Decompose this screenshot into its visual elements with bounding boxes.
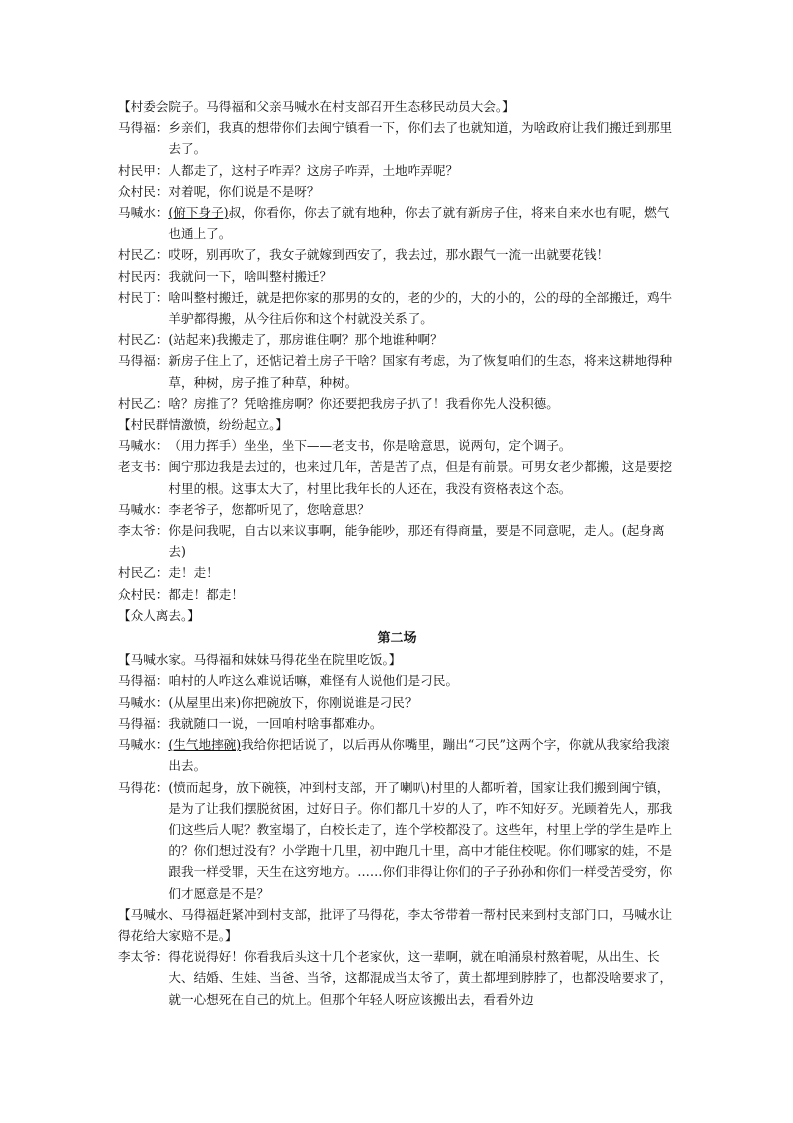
dialogue-line xyxy=(118,393,676,414)
speaker-name: 老支书： xyxy=(118,459,169,475)
stage-direction: 【村民群情激愤，纷纷起立。】 xyxy=(118,417,289,433)
speaker-name: 马喊水： xyxy=(118,501,169,517)
dialogue-text xyxy=(168,562,676,583)
line-body: (从屋里出来)你把碗放下，你刚说谁是刁民？ xyxy=(168,694,418,710)
line-body: 我给你把话说了，以后再从你嘴里，蹦出“刁民”这两个字，你就从我家给我滚出去。 xyxy=(168,737,670,774)
dialogue-line xyxy=(118,713,676,734)
dialogue-text xyxy=(168,670,676,691)
speaker-name: 众村民： xyxy=(118,183,169,199)
dialogue-line xyxy=(118,181,676,202)
speaker-name: 村民乙： xyxy=(118,395,169,411)
dialogue-line xyxy=(118,734,676,776)
dialogue-line xyxy=(118,777,676,904)
dialogue-line xyxy=(118,584,676,605)
speaker-name: 村民丙： xyxy=(118,268,169,284)
speaker-name: 马得福： xyxy=(118,715,169,731)
dialogue-text xyxy=(168,266,676,287)
line-body: 啥叫整村搬迁，就是把你家的那男的女的，老的少的，大的小的，公的母的全部搬迁，鸡牛羊驴都得搬，从今往后你和这个村就没关系了。 xyxy=(168,289,673,327)
dialogue-text xyxy=(168,777,676,904)
line-body: 闽宁那边我是去过的，也来过几年，苦是苦了点，但是有前景。可男女老少都搬，这是要挖村里的根。这事太大了，村里比我年长的人还在，我没有资格表这个态。 xyxy=(168,459,673,496)
dialogue-line xyxy=(118,266,676,287)
dialogue-text xyxy=(168,456,676,498)
dialogue-text xyxy=(168,435,676,456)
line-body: 哎呀，别再吹了，我女子就嫁到西安了，我去过，那水跟气一流一出就要花钱！ xyxy=(168,247,610,263)
line-body: (站起来)我搬走了，那房谁住啊？那个地谁种啊？ xyxy=(168,332,443,348)
dialogue-line xyxy=(118,244,676,265)
speaker-name: 村民甲： xyxy=(118,162,169,178)
line-body: 走！走！ xyxy=(168,565,219,581)
dialogue-text xyxy=(168,692,676,713)
stage-direction: 【马喊水、马得福赶紧冲到村支部，批评了马得花，李太爷带着一帮村民来到村支部门口，马喊水让得花给大家赔不是。】 xyxy=(118,906,673,943)
line-body: 咱村的人咋这么难说话嘛，难怪有人说他们是刁民。 xyxy=(168,673,459,689)
dialogue-line xyxy=(118,160,676,181)
dialogue-line xyxy=(118,562,676,583)
speaker-name: 村民丁： xyxy=(118,289,169,305)
speaker-name: 李太爷： xyxy=(118,949,169,965)
stage-direction-inline: (俯下身子) xyxy=(168,205,229,221)
speaker-name: 马喊水： xyxy=(118,694,169,710)
dialogue-text xyxy=(168,713,676,734)
dialogue-line xyxy=(118,499,676,520)
dialogue-text xyxy=(168,160,676,181)
stage-direction: 【马喊水家。马得福和妹妹马得花坐在院里吃饭。】 xyxy=(118,652,402,668)
line-body: 都走！都走！ xyxy=(168,586,244,602)
line-body: （用力挥手）坐坐，坐下——老支书，你是啥意思，说两句，定个调子。 xyxy=(168,438,572,454)
dialogue-line xyxy=(118,946,676,1010)
speaker-name: 村民乙： xyxy=(118,565,169,581)
line-body: 你是问我呢，自古以来议事啊，能争能吵，那还有得商量，要是不同意呢，走人。(起身离去) xyxy=(168,523,665,560)
line-body: 李老爷子，您都听见了，您啥意思？ xyxy=(168,501,370,517)
speaker-name: 马得福： xyxy=(118,120,169,136)
scene2-dialogue xyxy=(118,670,676,903)
dialogue-line xyxy=(118,329,676,350)
line-body: 对着呢，你们说是不是呀？ xyxy=(168,183,320,199)
dialogue-text xyxy=(168,202,676,244)
dialogue-line xyxy=(118,435,676,456)
speaker-name: 马喊水： xyxy=(118,737,169,753)
dialogue-text xyxy=(168,393,676,414)
dialogue-line xyxy=(118,456,676,498)
speaker-name: 村民乙： xyxy=(118,332,169,348)
line-body: 人都走了，这村子咋弄？这房子咋弄，土地咋弄呢？ xyxy=(168,162,459,178)
dialogue-line xyxy=(118,117,676,159)
scene2-dialogue-continued xyxy=(118,946,676,1010)
stage-direction: 【村委会院子。马得福和父亲马喊水在村支部召开生态移民动员大会。】 xyxy=(118,99,515,114)
dialogue-text xyxy=(168,520,676,562)
stage-direction-inline: (生气地摔碗) xyxy=(168,737,242,753)
scene1-dialogue-continued xyxy=(118,435,676,605)
line-body: 乡亲们，我真的想带你们去闽宁镇看一下，你们去了也就知道，为啥政府让我们搬迁到那里去了。 xyxy=(168,120,673,157)
document-page xyxy=(118,96,676,1010)
dialogue-text xyxy=(168,584,676,605)
speaker-name: 李太爷： xyxy=(118,523,169,539)
scene1-dialogue xyxy=(118,117,676,414)
dialogue-line xyxy=(118,287,676,329)
dialogue-line xyxy=(118,350,676,392)
speaker-name: 村民乙： xyxy=(118,247,169,263)
line-body: 叔，你看你，你去了就有地种，你去了就有新房子住，将来自来水也有呢，燃气也通上了。 xyxy=(168,205,670,242)
line-body: 啥？房推了？凭啥推房啊？你还要把我房子扒了！我看你先人没积德。 xyxy=(168,395,559,411)
dialogue-text xyxy=(168,117,676,159)
speaker-name: 马喊水： xyxy=(118,438,169,454)
dialogue-text xyxy=(168,350,676,392)
scene-heading: 第二场 xyxy=(377,631,417,647)
dialogue-text xyxy=(168,329,676,350)
dialogue-line xyxy=(118,520,676,562)
line-body: (愤而起身，放下碗筷，冲到村支部，开了喇叭)村里的人都听着，国家让我们搬到闽宁镇，是为了让我们摆脱贫困，过好日子。你们都几十岁的人了，咋不知好歹。光顾着先人，那我们这些后人呢？教室塌了，白校长走了，连个学校都没了。这些年，村里上学的学生是咋上的？你们想过没有？小学跑十几里，初中跑几十里，高中才能住校呢。你们哪家的娃，不是跟我一样受罪，天生在这穷地方。……你们非得让你们的子子孙孙和你们一样受苦受穷，你们才愿意是不是？ xyxy=(168,779,673,901)
dialogue-line xyxy=(118,202,676,244)
dialogue-text xyxy=(168,734,676,776)
line-body: 得花说得好！你看我后头这十几个老家伙，这一辈啊，就在咱涌泉村熬着呢，从出生、长大、结婚、生娃、当爸、当爷，这都混成当太爷了，黄土都埋到脖脖了，也都没啥要求了，就一心想死在自己的炕上。但那个年轻人呀应该搬出去，看看外边 xyxy=(168,949,673,1007)
speaker-name: 马得福： xyxy=(118,353,169,369)
speaker-name: 马得花： xyxy=(118,779,169,795)
line-body: 我就随口一说，一回咱村啥事都难办。 xyxy=(168,715,383,731)
line-body: 新房子住上了，还惦记着土房子干啥？国家有考虑，为了恢复咱们的生态，将来这耕地得种草，种树，房子推了种草，种树。 xyxy=(168,353,673,390)
speaker-name: 马得福： xyxy=(118,673,169,689)
speaker-name: 马喊水： xyxy=(118,205,169,221)
dialogue-text xyxy=(168,499,676,520)
dialogue-text xyxy=(168,181,676,202)
dialogue-text xyxy=(168,946,676,1010)
dialogue-text xyxy=(168,287,676,329)
dialogue-line xyxy=(118,692,676,713)
dialogue-text xyxy=(168,244,676,265)
speaker-name: 众村民： xyxy=(118,586,169,602)
stage-direction: 【众人离去。】 xyxy=(118,607,200,623)
line-body: 我就问一下，啥叫整村搬迁？ xyxy=(168,268,333,284)
dialogue-line xyxy=(118,670,676,691)
